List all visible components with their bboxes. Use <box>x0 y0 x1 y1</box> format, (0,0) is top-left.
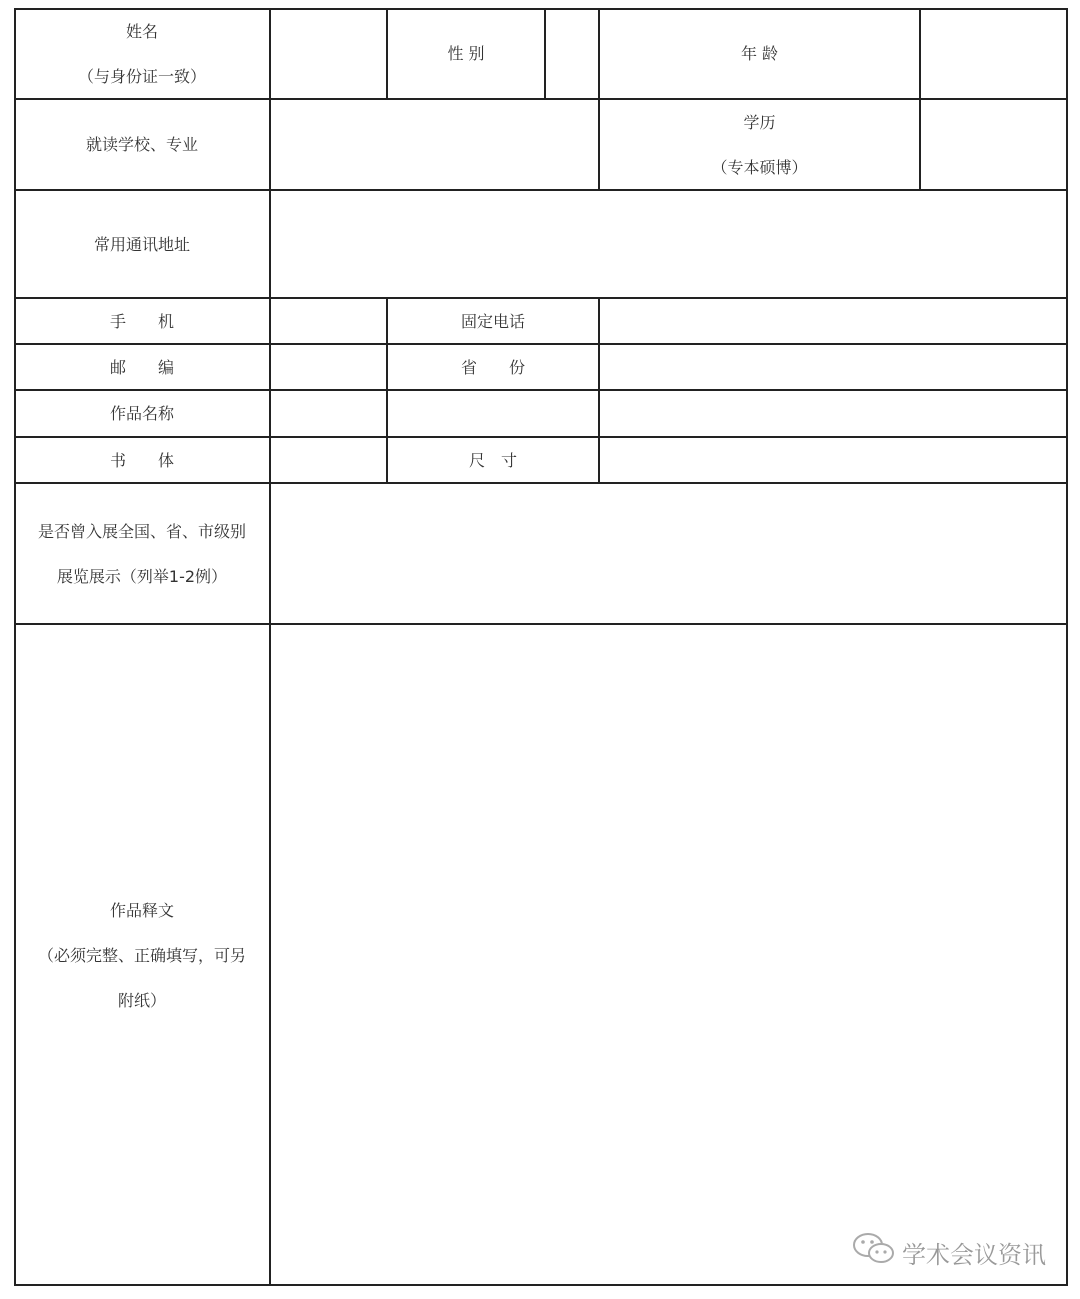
phone-field[interactable] <box>599 298 1068 344</box>
exhibit-label-line1: 是否曾入展全国、省、市级别 <box>37 521 246 541</box>
degree-label: 学历 <box>743 112 776 132</box>
degree-label-cell <box>599 99 920 190</box>
school-field[interactable] <box>270 99 599 190</box>
exhibit-label-cell <box>14 483 270 624</box>
work-title-label: 作品名称 <box>109 404 174 423</box>
name-label-cell <box>14 8 270 99</box>
script-field[interactable] <box>270 437 387 483</box>
province-field[interactable] <box>599 344 1068 390</box>
size-label: 尺 寸 <box>468 450 517 470</box>
school-label: 就读学校、专业 <box>85 135 198 154</box>
transcript-label: 作品释文 <box>109 900 174 920</box>
exhibit-label-line2: 展览展示（列举1-2例） <box>56 566 228 586</box>
address-field[interactable] <box>270 190 1068 298</box>
postcode-label: 邮 编 <box>109 357 174 377</box>
age-label: 年 龄 <box>740 44 779 63</box>
watermark-text: 学术会议资讯 <box>902 1240 1046 1269</box>
transcript-note-line2: 附纸） <box>117 990 166 1010</box>
transcript-field[interactable] <box>270 624 1068 1286</box>
degree-note: （专本硕博） <box>711 157 808 177</box>
name-label: 姓名 <box>125 21 158 41</box>
gender-field[interactable] <box>545 8 599 99</box>
watermark <box>852 1231 1046 1273</box>
postcode-field[interactable] <box>270 344 387 390</box>
mobile-label: 手 机 <box>109 311 174 331</box>
name-note: （与身份证一致） <box>77 66 206 86</box>
province-label: 省 份 <box>460 357 525 377</box>
script-label: 书 体 <box>109 450 174 470</box>
gender-label: 性 别 <box>447 44 485 63</box>
exhibit-field[interactable] <box>270 483 1068 624</box>
size-field[interactable] <box>599 437 1068 483</box>
degree-field[interactable] <box>920 99 1068 190</box>
phone-label: 固定电话 <box>460 311 525 331</box>
wechat-icon <box>852 1231 896 1273</box>
age-field[interactable] <box>920 8 1068 99</box>
transcript-note-line1: （必须完整、正确填写，可另 <box>37 945 246 965</box>
transcript-label-cell <box>14 624 270 1286</box>
name-field[interactable] <box>270 8 387 99</box>
work-title-field[interactable] <box>270 390 1068 437</box>
address-label: 常用通讯地址 <box>93 234 190 254</box>
registration-form <box>14 8 1068 1286</box>
mobile-field[interactable] <box>270 298 387 344</box>
